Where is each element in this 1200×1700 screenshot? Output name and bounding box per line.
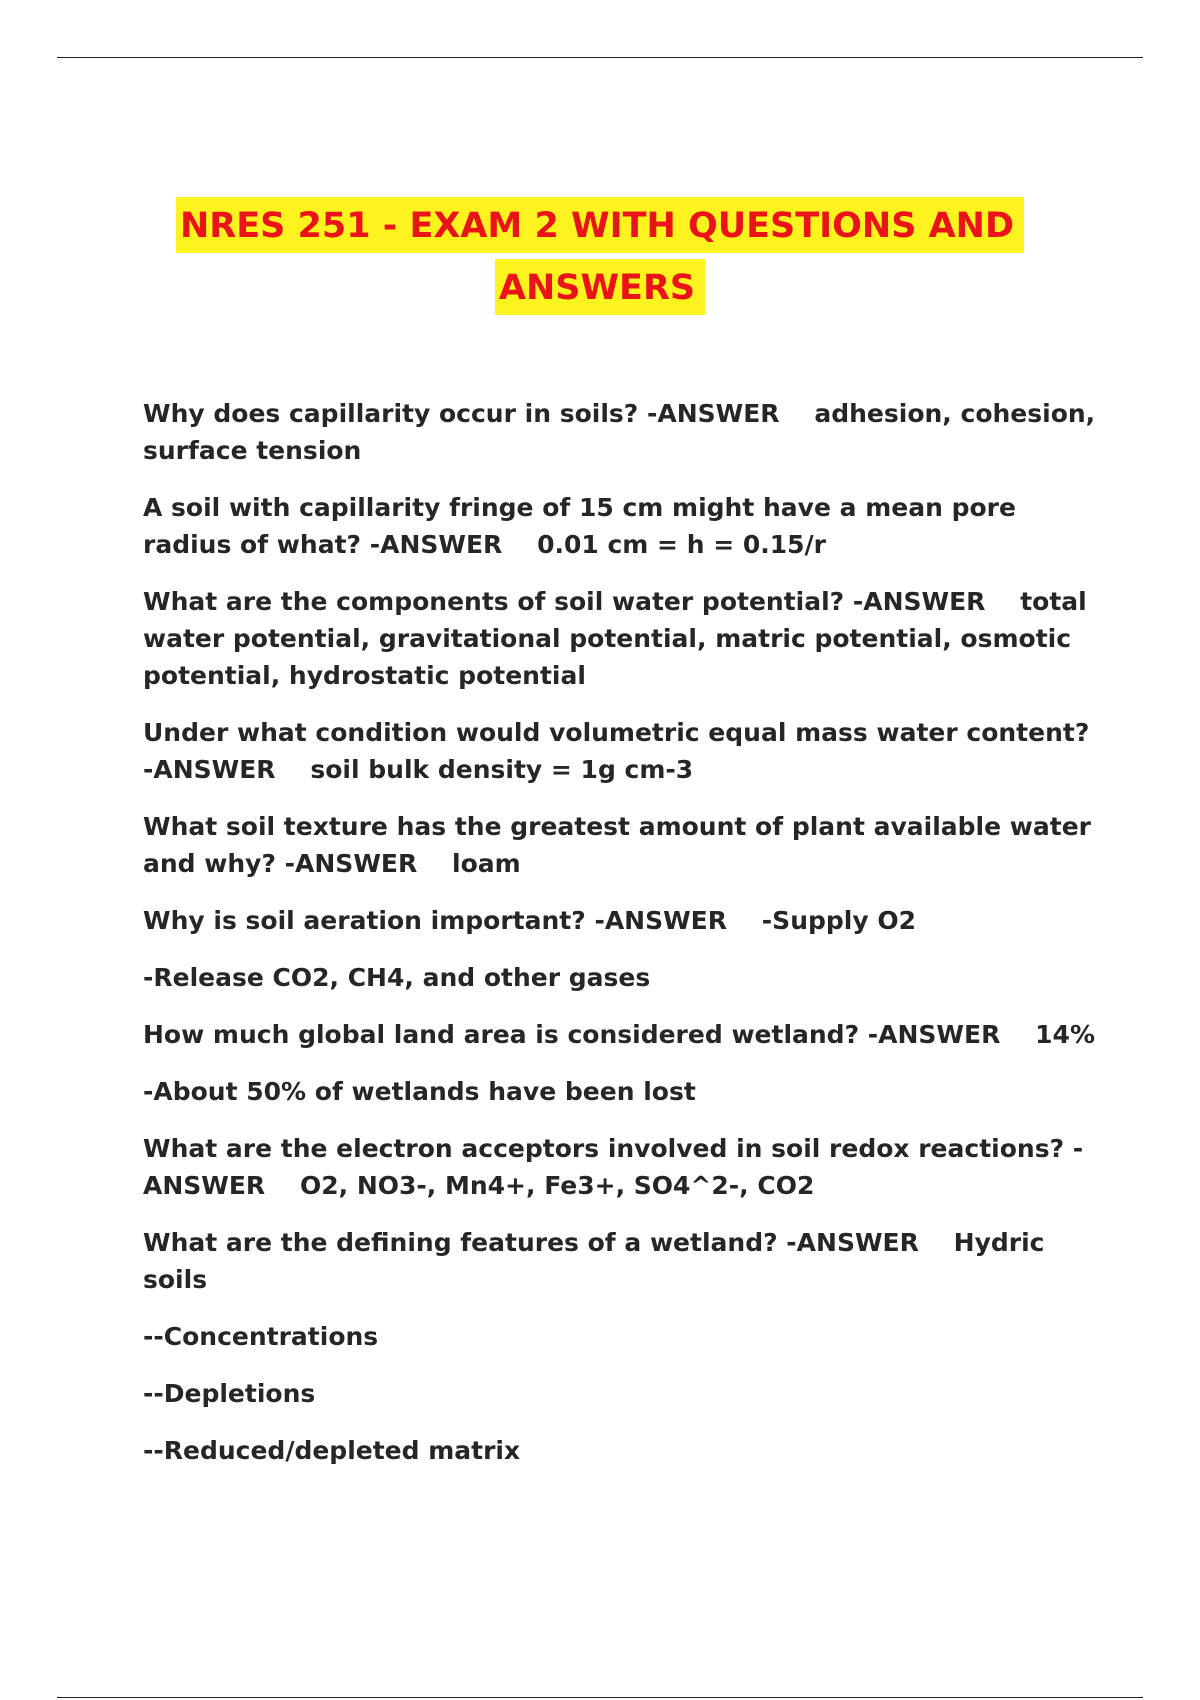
- qa-paragraph-2: A soil with capillarity fringe of 15 cm might have a mean pore radius of what? -ANSWER 0.01 cm = h = 0.15/r: [143, 493, 1025, 559]
- title-line-2: ANSWERS: [495, 259, 705, 315]
- qa-paragraph-9: -About 50% of wetlands have been lost: [143, 1077, 696, 1106]
- qa-paragraph-14: --Reduced/depleted matrix: [143, 1436, 521, 1465]
- qa-paragraph-13: --Depletions: [143, 1379, 316, 1408]
- qa-paragraph-10: What are the electron acceptors involved in soil redox reactions? -ANSWER O2, NO3-, Mn4+, Fe3+, SO4^2-, CO2: [143, 1134, 1084, 1200]
- qa-paragraph-7: -Release CO2, CH4, and other gases: [143, 963, 651, 992]
- top-rule: [57, 57, 1143, 58]
- qa-paragraph-12: --Concentrations: [143, 1322, 379, 1351]
- qa-paragraph-8: How much global land area is considered wetland? -ANSWER 14%: [143, 1020, 1095, 1049]
- qa-paragraph-5: What soil texture has the greatest amount of plant available water and why? -ANSWER loam: [143, 812, 1100, 878]
- bottom-rule: [57, 1697, 1143, 1698]
- qa-paragraph-3: What are the components of soil water potential? -ANSWER total water potential, gravitational potential, matric potential, osmotic potential, hydrostatic potential: [143, 587, 1096, 690]
- title-line-1: NRES 251 - EXAM 2 WITH QUESTIONS AND: [176, 197, 1024, 253]
- qa-paragraph-6: Why is soil aeration important? -ANSWER -Supply O2: [143, 906, 916, 935]
- qa-paragraph-11: What are the defining features of a wetland? -ANSWER Hydric soils: [143, 1228, 1054, 1294]
- qa-paragraph-4: Under what condition would volumetric equal mass water content? -ANSWER soil bulk density = 1g cm-3: [143, 718, 1099, 784]
- document-title: [0, 196, 1200, 320]
- qa-content: [143, 395, 1103, 1489]
- qa-paragraph-1: Why does capillarity occur in soils? -ANSWER adhesion, cohesion, surface tension: [143, 399, 1104, 465]
